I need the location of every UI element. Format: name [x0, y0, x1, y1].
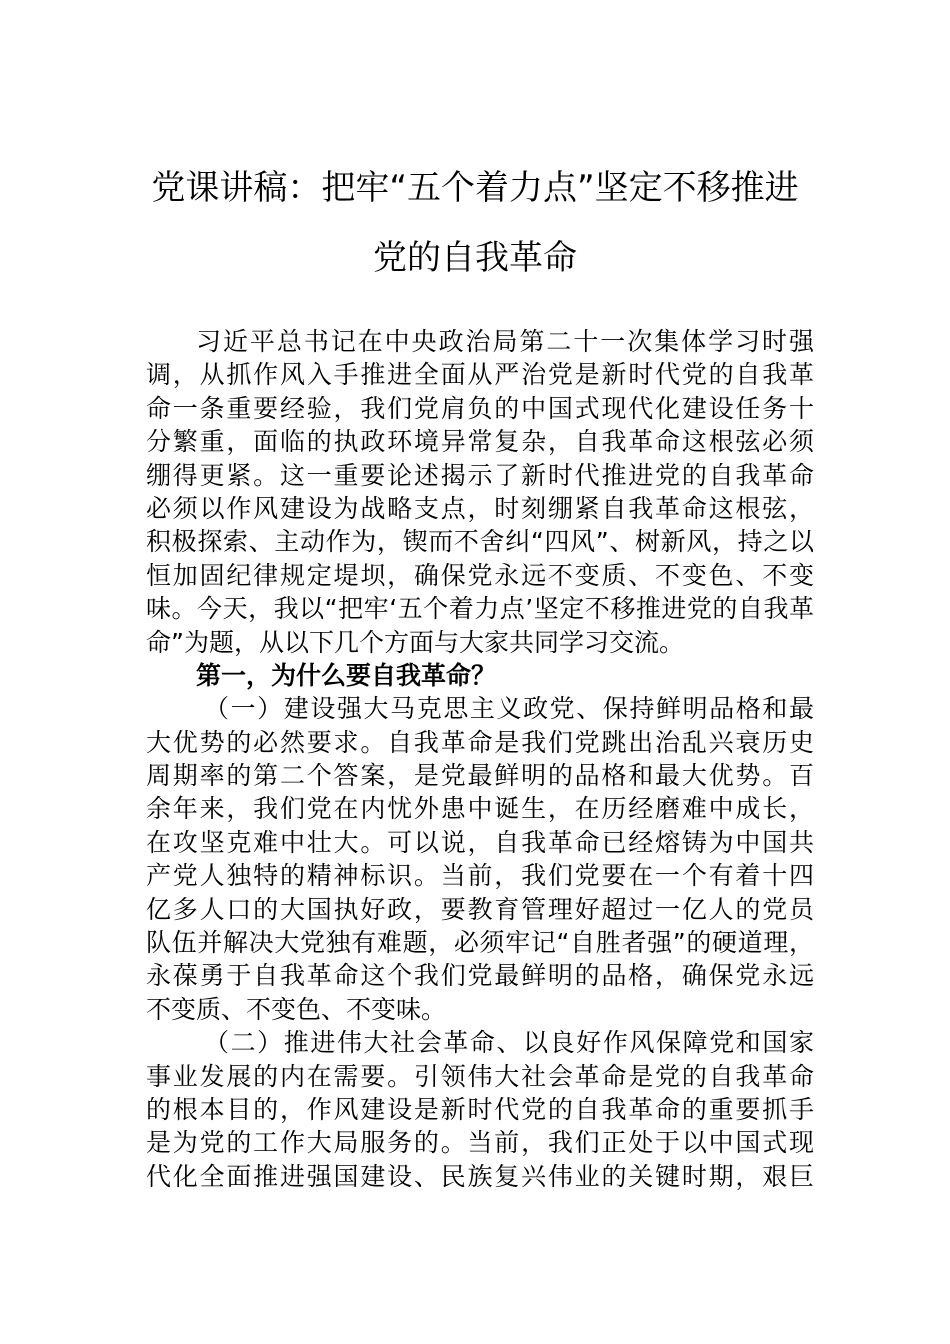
paragraph-line: （二）推进伟大社会革命、以良好作风保障党和国家	[204, 1028, 814, 1058]
paragraph-line: 绷得更紧。这一重要论述揭示了新时代推进党的自我革命	[146, 460, 814, 490]
paragraph-line: 习近平总书记在中央政治局第二十一次集体学习时强	[196, 327, 814, 356]
paragraph-line: 命”为题，从以下几个方面与大家共同学习交流。	[146, 627, 684, 657]
paragraph-line: 代化全面推进强国建设、民族复兴伟业的关键时期，艰巨	[146, 1161, 814, 1191]
paragraph-line: 味。今天，我以“把牢‘五个着力点’坚定不移推进党的自我革	[146, 594, 814, 624]
paragraph-line: 是为党的工作大局服务的。当前，我们正处于以中国式现	[146, 1128, 814, 1158]
paragraph-line: 恒加固纪律规定堤坝，确保党永远不变质、不变色、不变	[146, 560, 814, 590]
section-1-paragraph	[146, 692, 814, 1026]
paragraph-line: 必须以作风建设为战略支点，时刻绷紧自我革命这根弦，	[146, 493, 814, 523]
document-body	[146, 325, 814, 1193]
paragraph-line: 事业发展的内在需要。引领伟大社会革命是党的自我革命	[146, 1061, 814, 1091]
section-2-paragraph	[146, 1026, 814, 1193]
paragraph-line: 积极探索、主动作为，锲而不舍纠“四风”、树新风，持之以	[146, 527, 814, 557]
paragraph-line: 大优势的必然要求。自我革命是我们党跳出治乱兴衰历史	[146, 727, 814, 757]
section-heading: 第一，为什么要自我革命？	[196, 660, 497, 690]
paragraph-line: 命一条重要经验，我们党肩负的中国式现代化建设任务十	[146, 393, 814, 423]
paragraph-line: 调，从抓作风入手推进全面从严治党是新时代党的自我革	[146, 360, 814, 390]
paragraph-line: 分繁重，面临的执政环境异常复杂，自我革命这根弦必须	[146, 427, 814, 457]
paragraph-line: 产党人独特的精神标识。当前，我们党要在一个有着十四	[146, 861, 814, 891]
document-title-line-2: 党的自我革命	[373, 238, 577, 278]
paragraph-line: 余年来，我们党在内忧外患中诞生，在历经磨难中成长，	[146, 794, 814, 824]
paragraph-line: 在攻坚克难中壮大。可以说，自我革命已经熔铸为中国共	[146, 827, 814, 857]
paragraph-line: 周期率的第二个答案，是党最鲜明的品格和最大优势。百	[146, 761, 814, 791]
paragraph-line: 队伍并解决大党独有难题，必须牢记“自胜者强”的硬道理，	[146, 928, 814, 958]
document-title-line-1: 党课讲稿：把牢“五个着力点”坚定不移推进	[151, 168, 799, 208]
intro-paragraph	[146, 325, 814, 659]
paragraph-line: 永葆勇于自我革命这个我们党最鲜明的品格，确保党永远	[146, 961, 814, 991]
paragraph-line: 不变质、不变色、不变味。	[146, 994, 447, 1024]
paragraph-line: 的根本目的，作风建设是新时代党的自我革命的重要抓手	[146, 1094, 814, 1124]
paragraph-line: （一）建设强大马克思主义政党、保持鲜明品格和最	[204, 694, 814, 724]
paragraph-line: 亿多人口的大国执好政，要教育管理好超过一亿人的党员	[146, 894, 814, 924]
